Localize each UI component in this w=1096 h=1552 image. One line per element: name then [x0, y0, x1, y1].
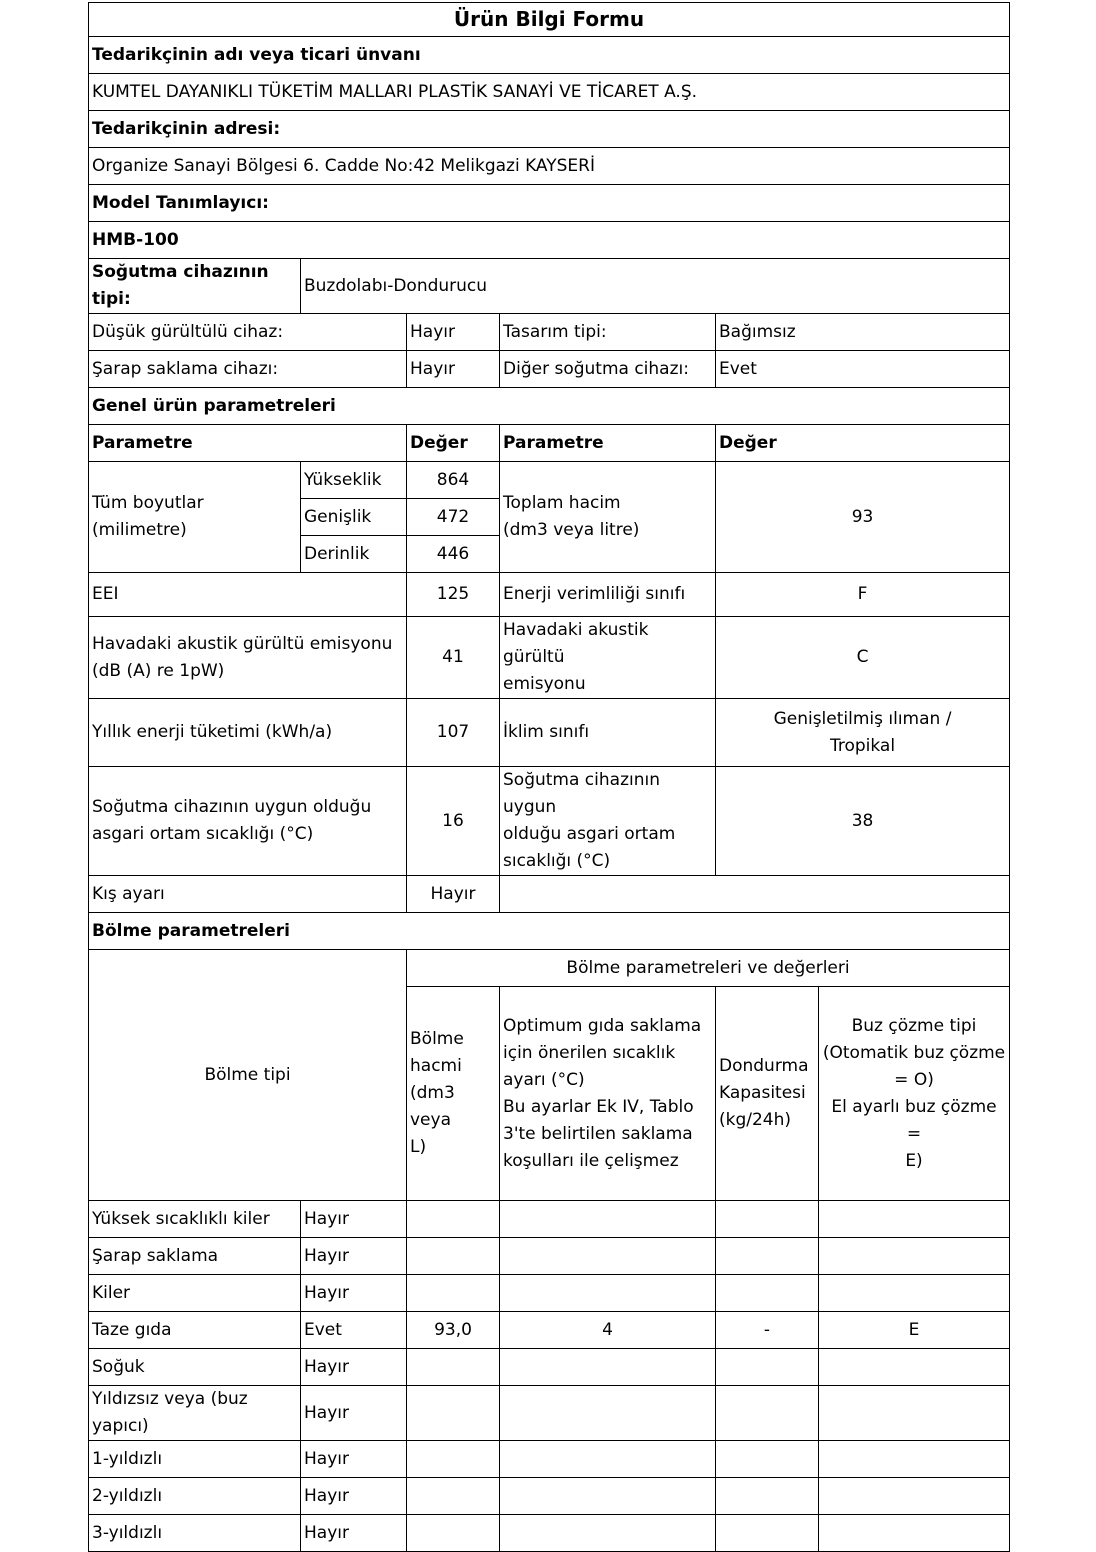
compartment-present: Hayır: [301, 1349, 407, 1386]
compartment-temperature: [500, 1201, 716, 1238]
compartment-row: [89, 1201, 1010, 1238]
design-type-value: Bağımsız: [716, 314, 1010, 351]
supplier-address: Organize Sanayi Bölgesi 6. Cadde No:42 Melikgazi KAYSERİ: [89, 148, 1010, 185]
depth-label: Derinlik: [301, 536, 407, 573]
compartment-freezing: [716, 1386, 819, 1441]
compartment-defrost: [819, 1441, 1010, 1478]
annual-energy-label: Yıllık enerji tüketimi (kWh/a): [89, 699, 407, 767]
compartment-present: Hayır: [301, 1441, 407, 1478]
compartment-freezing: -: [716, 1312, 819, 1349]
compartment-type: 2-yıldızlı: [89, 1478, 301, 1515]
compartment-freezing: [716, 1275, 819, 1312]
height-value: 864: [407, 462, 500, 499]
noise-label: [89, 617, 407, 699]
winter-setting-label: Kış ayarı: [89, 876, 407, 913]
other-appliance-value: Evet: [716, 351, 1010, 388]
defrost-header-line1: Buz çözme tipi: [851, 1015, 977, 1036]
design-type-label: Tasarım tipi:: [500, 314, 716, 351]
compartment-temperature: [500, 1275, 716, 1312]
noise-class-label-line2: emisyonu: [503, 674, 586, 694]
compartment-row: [89, 1441, 1010, 1478]
compartment-present: Hayır: [301, 1238, 407, 1275]
min-temp-value: 16: [407, 767, 500, 876]
compartment-volume: [407, 1515, 500, 1552]
other-appliance-label: Diğer soğutma cihazı:: [500, 351, 716, 388]
climate-class-label: İklim sınıfı: [500, 699, 716, 767]
min-temp-label: [89, 767, 407, 876]
noise-label-line2: (dB (A) re 1pW): [92, 660, 225, 681]
compartment-temperature: [500, 1515, 716, 1552]
compartment-present: Hayır: [301, 1386, 407, 1441]
compartment-defrost: [819, 1515, 1010, 1552]
compartment-volume: [407, 1349, 500, 1386]
freezing-header-line3: (kg/24h): [719, 1110, 792, 1130]
compartment-freezing: [716, 1478, 819, 1515]
max-temp-label: [500, 767, 716, 876]
winter-empty-cell: [500, 876, 1010, 913]
low-noise-label: Düşük gürültülü cihaz:: [89, 314, 407, 351]
noise-value: 41: [407, 617, 500, 699]
total-volume-label-text: Toplam hacim: [503, 493, 621, 513]
eei-label: EEI: [89, 573, 407, 617]
compartment-type: Yüksek sıcaklıklı kiler: [89, 1201, 301, 1238]
compartment-defrost: [819, 1201, 1010, 1238]
energy-class-label: Enerji verimliliği sınıfı: [500, 573, 716, 617]
depth-value: 446: [407, 536, 500, 573]
compartment-present: Hayır: [301, 1275, 407, 1312]
compartment-row: [89, 1386, 1010, 1441]
max-temp-value: 38: [716, 767, 1010, 876]
temperature-header-line2: için önerilen sıcaklık: [503, 1042, 676, 1063]
max-temp-label-line2: olduğu asgari ortam: [503, 824, 676, 844]
compartment-type: 1-yıldızlı: [89, 1441, 301, 1478]
dimensions-label-text: Tüm boyutlar: [92, 493, 204, 513]
total-volume-unit-text: (dm3 veya litre): [503, 520, 640, 540]
noise-label-line1: Havadaki akustik gürültü emisyonu: [92, 633, 393, 654]
general-section-title: Genel ürün parametreleri: [89, 388, 1010, 425]
width-label: Genişlik: [301, 499, 407, 536]
compartment-row: [89, 1312, 1010, 1349]
compartment-present: Evet: [301, 1312, 407, 1349]
compartment-type-line2: yapıcı): [92, 1416, 149, 1436]
compartment-freezing: [716, 1201, 819, 1238]
max-temp-label-line3: sıcaklığı (°C): [503, 851, 611, 871]
noise-class-label: [500, 617, 716, 699]
dimensions-unit-text: (milimetre): [92, 520, 187, 540]
temperature-header-line1: Optimum gıda saklama: [503, 1015, 702, 1036]
noise-class-value: C: [716, 617, 1010, 699]
compartment-present: Hayır: [301, 1478, 407, 1515]
appliance-type-label: Soğutma cihazının tipi:: [89, 259, 301, 314]
energy-class-value: F: [716, 573, 1010, 617]
total-volume-label: [500, 462, 716, 573]
compartment-defrost: E: [819, 1312, 1010, 1349]
compartment-present: Hayır: [301, 1515, 407, 1552]
supplier-address-label: Tedarikçinin adresi:: [89, 111, 1010, 148]
annual-energy-value: 107: [407, 699, 500, 767]
compartment-values-header: Bölme parametreleri ve değerleri: [407, 950, 1010, 987]
climate-class-line2: Tropikal: [829, 735, 896, 756]
appliance-type-value: Buzdolabı-Dondurucu: [301, 259, 1010, 314]
compartment-volume: [407, 1201, 500, 1238]
compartment-volume: [407, 1386, 500, 1441]
model-label: Model Tanımlayıcı:: [89, 185, 1010, 222]
compartment-volume: [407, 1275, 500, 1312]
max-temp-label-line1: Soğutma cihazının uygun: [503, 770, 660, 817]
eei-value: 125: [407, 573, 500, 617]
low-noise-value: Hayır: [407, 314, 500, 351]
freezing-capacity-header: [716, 987, 819, 1201]
min-temp-label-line2: asgari ortam sıcaklığı (°C): [92, 824, 314, 844]
temperature-header-line4: Bu ayarlar Ek IV, Tablo: [503, 1096, 694, 1117]
form-title: Ürün Bilgi Formu: [89, 3, 1010, 37]
compartments-section-title: Bölme parametreleri: [89, 913, 1010, 950]
compartment-freezing: [716, 1441, 819, 1478]
width-value: 472: [407, 499, 500, 536]
compartment-temperature: [500, 1238, 716, 1275]
noise-class-label-line1: Havadaki akustik gürültü: [503, 620, 649, 667]
freezing-header-line1: Dondurma: [719, 1056, 809, 1076]
compartment-row: [89, 1478, 1010, 1515]
wine-storage-value: Hayır: [407, 351, 500, 388]
param-header-right: Parametre: [500, 425, 716, 462]
temperature-header-line5: 3'te belirtilen saklama: [503, 1123, 693, 1144]
compartment-volume: [407, 1441, 500, 1478]
compartment-volume: 93,0: [407, 1312, 500, 1349]
value-header-left: Değer: [407, 425, 500, 462]
compartment-type-header: Bölme tipi: [89, 950, 407, 1201]
model-value: HMB-100: [89, 222, 1010, 259]
defrost-header-line2: (Otomatik buz çözme: [822, 1042, 1006, 1063]
volume-header-line1: Bölme: [410, 1029, 464, 1049]
climate-class-line1: Genişletilmiş ılıman /: [773, 708, 952, 729]
compartment-volume: [407, 1478, 500, 1515]
compartment-type: Kiler: [89, 1275, 301, 1312]
compartment-defrost: [819, 1478, 1010, 1515]
supplier-name-label: Tedarikçinin adı veya ticari ünvanı: [89, 37, 1010, 74]
volume-header: [407, 987, 500, 1201]
climate-class-value: [716, 699, 1010, 767]
compartment-temperature: 4: [500, 1312, 716, 1349]
min-temp-label-line1: Soğutma cihazının uygun olduğu: [92, 797, 372, 817]
temperature-header-line6: koşulları ile çelişmez: [503, 1150, 679, 1171]
value-header-right: Değer: [716, 425, 1010, 462]
compartment-temperature: [500, 1478, 716, 1515]
compartment-type: Şarap saklama: [89, 1238, 301, 1275]
compartment-row: [89, 1515, 1010, 1552]
dimensions-label: [89, 462, 301, 573]
freezing-header-line2: Kapasitesi: [719, 1083, 806, 1103]
total-volume-value: 93: [716, 462, 1010, 573]
compartment-type: Soğuk: [89, 1349, 301, 1386]
compartment-freezing: [716, 1515, 819, 1552]
compartment-defrost: [819, 1349, 1010, 1386]
param-header-left: Parametre: [89, 425, 407, 462]
volume-header-line4: L): [410, 1137, 427, 1157]
wine-storage-label: Şarap saklama cihazı:: [89, 351, 407, 388]
compartment-defrost: [819, 1275, 1010, 1312]
winter-setting-value: Hayır: [407, 876, 500, 913]
volume-header-line2: hacmi: [410, 1056, 462, 1076]
compartment-temperature: [500, 1386, 716, 1441]
defrost-header-line3: = O): [894, 1069, 934, 1090]
volume-header-line3: (dm3 veya: [410, 1083, 455, 1130]
temperature-header: [500, 987, 716, 1201]
compartment-row: [89, 1238, 1010, 1275]
compartment-freezing: [716, 1349, 819, 1386]
compartment-temperature: [500, 1441, 716, 1478]
defrost-header-line4: El ayarlı buz çözme =: [831, 1096, 997, 1144]
supplier-name: KUMTEL DAYANIKLI TÜKETİM MALLARI PLASTİK SANAYİ VE TİCARET A.Ş.: [89, 74, 1010, 111]
compartment-type: [89, 1386, 301, 1441]
defrost-type-header: [819, 987, 1010, 1201]
compartment-volume: [407, 1238, 500, 1275]
compartment-temperature: [500, 1349, 716, 1386]
compartment-defrost: [819, 1238, 1010, 1275]
height-label: Yükseklik: [301, 462, 407, 499]
compartment-present: Hayır: [301, 1201, 407, 1238]
compartment-freezing: [716, 1238, 819, 1275]
compartment-row: [89, 1275, 1010, 1312]
compartment-defrost: [819, 1386, 1010, 1441]
compartment-type: Taze gıda: [89, 1312, 301, 1349]
compartment-row: [89, 1349, 1010, 1386]
compartment-type-line1: Yıldızsız veya (buz: [92, 1389, 248, 1409]
defrost-header-line5: E): [905, 1150, 923, 1171]
temperature-header-line3: ayarı (°C): [503, 1069, 585, 1090]
compartment-type: 3-yıldızlı: [89, 1515, 301, 1552]
product-info-form: [88, 2, 1010, 1552]
